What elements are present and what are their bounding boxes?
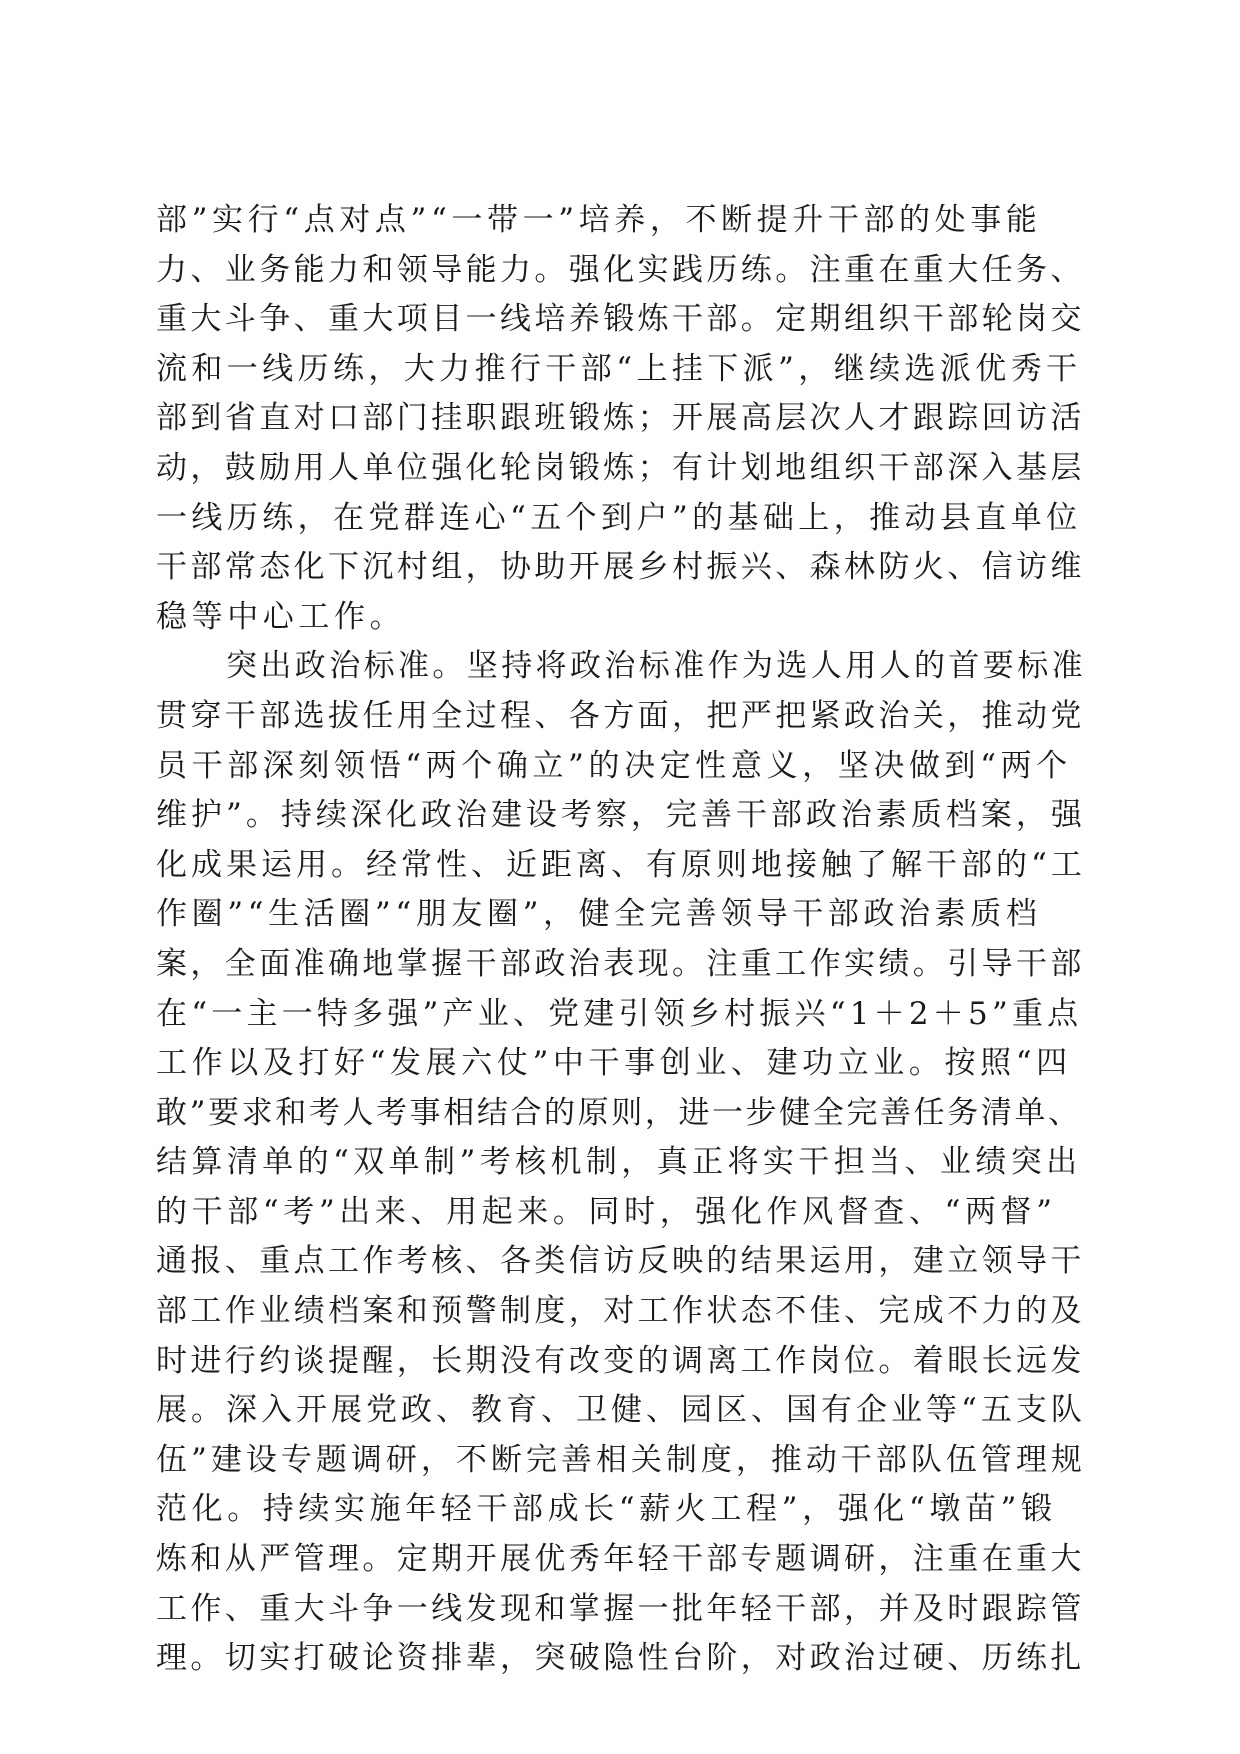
text-line: 维护”。持续深化政治建设考察，完善干部政治素质档案，强 — [156, 797, 1086, 834]
text-line: 炼和从严管理。定期开展优秀年轻干部专题调研，注重在重大 — [156, 1541, 1085, 1578]
text-line: 稳等中心工作。 — [156, 598, 406, 635]
text-line: 作圈”“生活圈”“朋友圈”，健全完善领导干部政治素质档 — [156, 896, 1042, 933]
text-line: 部”实行“点对点”“一带一”培养，不断提升干部的处事能 — [156, 202, 1042, 238]
text-line: 通报、重点工作考核、各类信访反映的结果运用，建立领导干 — [156, 1243, 1085, 1280]
text-line: 范化。持续实施年轻干部成长“薪火工程”，强化“墩苗”锻 — [156, 1491, 1057, 1528]
text-line: 敢”要求和考人考事相结合的原则，进一步健全完善任务清单、 — [156, 1094, 1082, 1131]
text-line: 一线历练，在党群连心“五个到户”的基础上，推动县直单位 — [156, 499, 1082, 536]
text-line: 部到省直对口部门挂职跟班锻炼；开展高层次人才跟踪回访活 — [156, 400, 1085, 437]
text-line: 流和一线历练，大力推行干部“上挂下派”，继续选派优秀干 — [156, 350, 1082, 387]
text-line: 部工作业绩档案和预警制度，对工作状态不佳、完成不力的及 — [156, 1293, 1085, 1330]
text-line: 理。切实打破论资排辈，突破隐性台阶，对政治过硬、历练扎 — [156, 1640, 1085, 1677]
text-line: 的干部“考”出来、用起来。同时，强化作风督查、“两督” — [156, 1193, 1057, 1230]
text-line: 时进行约谈提醒，长期没有改变的调离工作岗位。着眼长远发 — [156, 1342, 1085, 1379]
text-line: 案，全面准确地掌握干部政治表现。注重工作实绩。引导干部 — [156, 945, 1085, 982]
text-line: 伍”建设专题调研，不断完善相关制度，推动干部队伍管理规 — [156, 1441, 1086, 1478]
text-line: 结算清单的“双单制”考核机制，真正将实干担当、业绩突出 — [156, 1144, 1082, 1181]
text-line: 员干部深刻领悟“两个确立”的决定性意义，坚决做到“两个 — [156, 747, 1072, 784]
paragraph-start-line: 突出政治标准。坚持将政治标准作为选人用人的首要标准 — [226, 648, 1086, 685]
text-line: 动，鼓励用人单位强化轮岗锻炼；有计划地组织干部深入基层 — [156, 449, 1085, 486]
text-line: 贯穿干部选拔任用全过程、各方面，把严把紧政治关，推动党 — [156, 697, 1085, 734]
text-line: 力、业务能力和领导能力。强化实践历练。注重在重大任务、 — [156, 251, 1085, 288]
text-line: 干部常态化下沉村组，协助开展乡村振兴、森林防火、信访维 — [156, 549, 1085, 586]
text-line: 化成果运用。经常性、近距离、有原则地接触了解干部的“工 — [156, 846, 1086, 883]
text-line: 工作、重大斗争一线发现和掌握一批年轻干部，并及时跟踪管 — [156, 1590, 1085, 1627]
text-line: 工作以及打好“发展六仗”中干事创业、建功立业。按照“四 — [156, 1045, 1072, 1082]
text-line: 在“一主一特多强”产业、党建引领乡村振兴“1＋2＋5”重点 — [156, 995, 1083, 1032]
body-text — [156, 196, 1086, 1684]
text-line: 展。深入开展党政、教育、卫健、园区、国有企业等“五支队 — [156, 1392, 1086, 1429]
text-line: 重大斗争、重大项目一线培养锻炼干部。定期组织干部轮岗交 — [156, 301, 1085, 338]
